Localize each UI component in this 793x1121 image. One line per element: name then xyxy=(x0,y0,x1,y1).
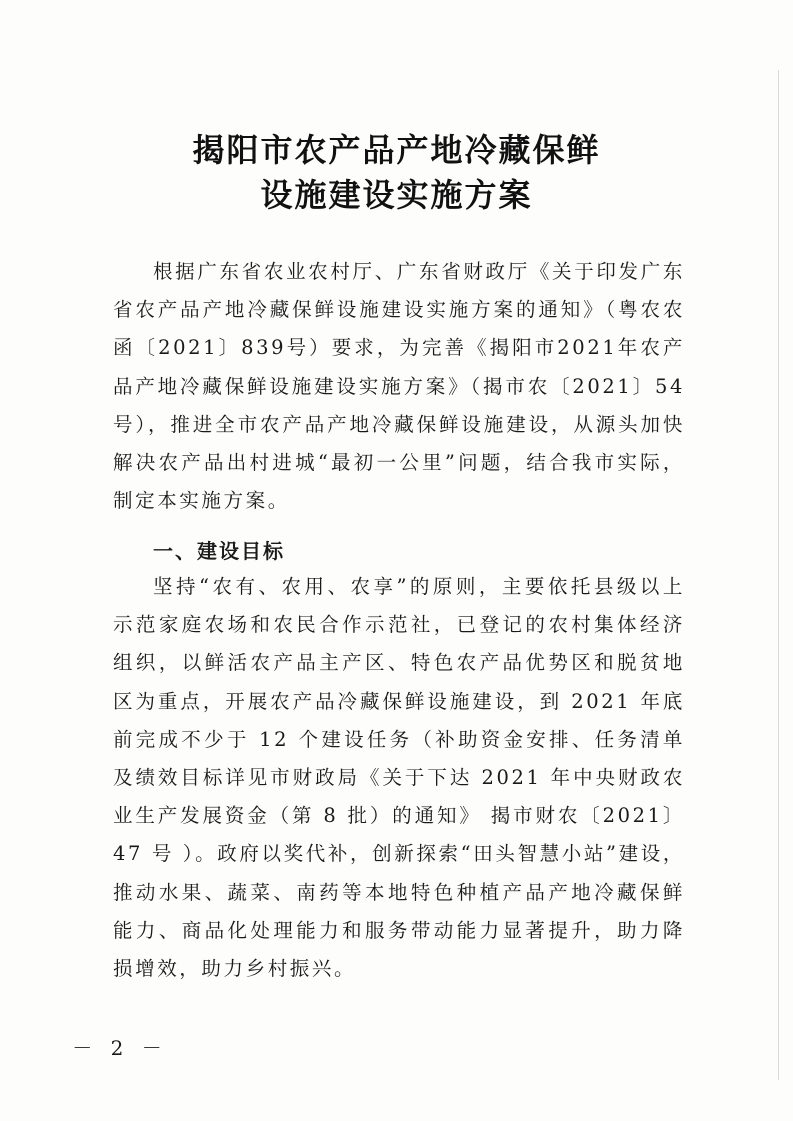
intro-paragraph-text: 根据广东省农业农村厅、广东省财政厅《关于印发广东省农产品产地冷藏保鲜设施建设实施方案的通知》（粤农农函〔2021〕839号）要求，为完善《揭阳市2021年农产品产地冷藏保鲜设施建设实施方案》（揭市农〔2021〕54号），推进全市农产品产地冷藏保鲜设施建设，从源头加快解决农产品出村进城“最初一公里”问题，结合我市实际，制定本实施方案。 xyxy=(113,260,685,513)
page-edge-line xyxy=(778,70,779,1080)
goals-paragraph xyxy=(113,568,685,988)
intro-paragraph xyxy=(113,253,685,520)
document-title-line1: 揭阳市农产品产地冷藏保鲜 xyxy=(192,131,601,169)
page-number: － 2 － xyxy=(72,1036,168,1060)
section-heading-goals: 一、建设目标 xyxy=(153,539,285,563)
document-title-line2: 设施建设实施方案 xyxy=(260,176,533,214)
goals-paragraph-text: 坚持“农有、农用、农享”的原则，主要依托县级以上示范家庭农场和农民合作示范社，已登记的农村集体经济组织，以鲜活农产品主产区、特色农产品优势区和脱贫地区为重点，开展农产品冷藏保鲜设施建设，到 2021 年底前完成不少于 12 个建设任务（补助资金安排、任务清单及绩效目标详见市财政局《关于下达 2021 年中央财政农业生产发展资金（第 8 批）的通知》 揭市财农〔2021〕47 号 ）。政府以奖代补，创新探索“田头智慧小站”建设，推动水果、蔬菜、南药等本地特色种植产品产地冷藏保鲜能力、商品化处理能力和服务带动能力显著提升，助力降损增效，助力乡村振兴。 xyxy=(113,575,685,981)
